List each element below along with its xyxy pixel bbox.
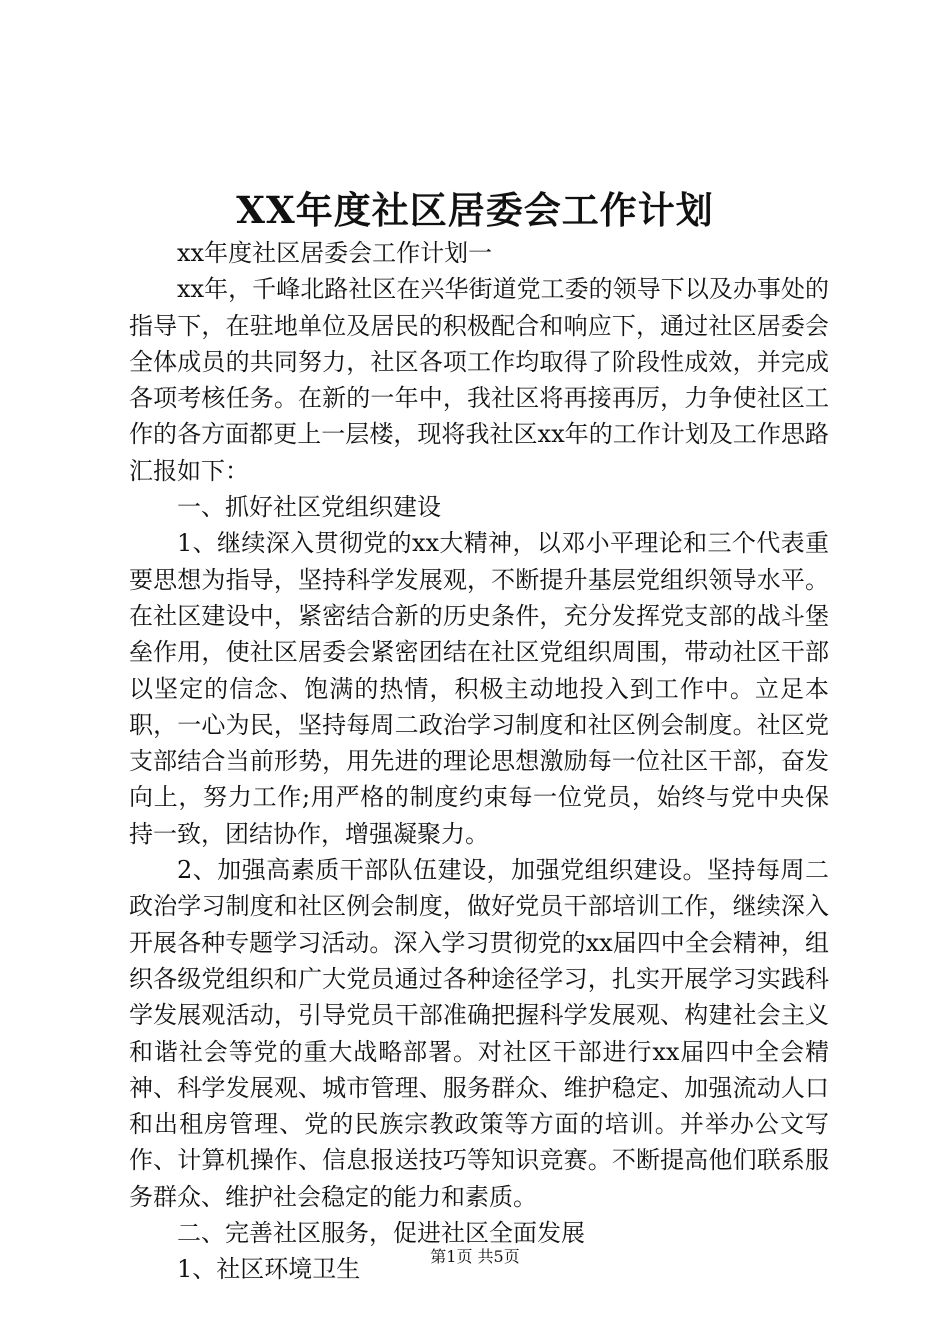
subsection-heading-1: 1、社区环境卫生 (177, 1255, 361, 1284)
document-title: XX年度社区居委会工作计划 (236, 188, 714, 232)
paragraph-intro: xx年，千峰北路社区在兴华街道党工委的领导下以及办事处的指导下，在驻地单位及居民的积极配合和响应下，通过社区居委会全体成员的共同努力，社区各项工作均取得了阶段性成效，并完成各项考核任务。在新的一年中，我社区将再接再厉，力争使社区工作的各方面都更上一层楼，现将我社区xx年的工作计划及工作思路汇报如下： (129, 275, 829, 485)
section-heading-1: 一、抓好社区党组织建设 (177, 493, 441, 522)
page-footer: 第1页 共5页 (430, 1247, 520, 1266)
section-heading-2: 二、完善社区服务，促进社区全面发展 (177, 1219, 585, 1248)
document-body (129, 235, 829, 1288)
paragraph-item-2: 2、加强高素质干部队伍建设，加强党组织建设。坚持每周二政治学习制度和社区例会制度，做好党员干部培训工作，继续深入开展各种专题学习活动。深入学习贯彻党的xx届四中全会精神，组织各级党组织和广大党员通过各种途径学习，扎实开展学习实践科学发展观活动，引导党员干部准确把握科学发展观、构建社会主义和谐社会等党的重大战略部署。对社区干部进行xx届四中全会精神、科学发展观、城市管理、服务群众、维护稳定、加强流动人口和出租房管理、党的民族宗教政策等方面的培训。并举办公文写作、计算机操作、信息报送技巧等知识竞赛。不断提高他们联系服务群众、维护社会稳定的能力和素质。 (129, 856, 829, 1211)
paragraph-subtitle: xx年度社区居委会工作计划一 (177, 239, 493, 267)
paragraph-item-1: 1、继续深入贯彻党的xx大精神，以邓小平理论和三个代表重要思想为指导，坚持科学发展观，不断提升基层党组织领导水平。在社区建设中，紧密结合新的历史条件，充分发挥党支部的战斗堡垒作用，使社区居委会紧密团结在社区党组织周围，带动社区干部以坚定的信念、饱满的热情，积极主动地投入到工作中。立足本职，一心为民，坚持每周二政治学习制度和社区例会制度。社区党支部结合当前形势，用先进的理论思想激励每一位社区干部，奋发向上，努力工作;用严格的制度约束每一位党员，始终与党中央保持一致，团结协作，增强凝聚力。 (129, 529, 829, 848)
